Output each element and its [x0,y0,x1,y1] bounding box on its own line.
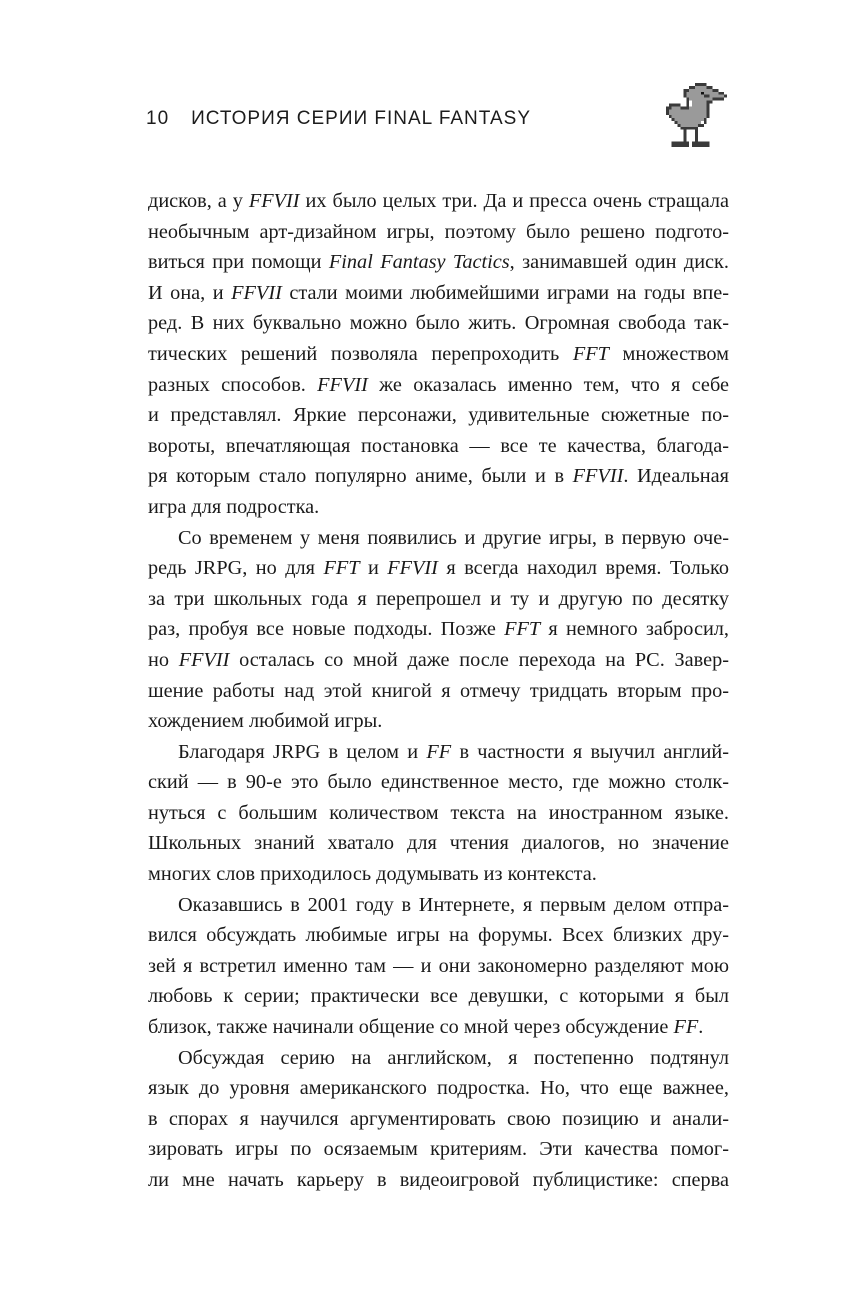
text-line [148,339,729,370]
chocobo-pixel-icon [662,83,728,153]
italic-title: FF [426,740,452,763]
text-segment: тических решений позволяла перепроходить [148,342,573,365]
text-segment: . Идеальная [623,465,729,488]
italic-title: FFVII [317,373,368,396]
text-segment: же оказалась именно тем, что я себе [367,373,729,396]
text-segment: необычным арт-дизайном игры, поэтому было решено подгото- [148,220,729,243]
text-segment: Школьных знаний хватало для чтения диалогов, но значение [148,832,729,855]
text-segment: разных способов. [148,373,318,396]
text-segment: зей я встретил именно там — и они закономерно разделяют мою [148,954,729,977]
italic-title: FFT [572,342,609,365]
text-line [148,1134,729,1165]
text-line [148,584,729,615]
text-line [148,1043,729,1074]
text-line [148,706,729,737]
text-segment: раз, пробуя все новые подходы. Позже [148,618,505,641]
text-line [148,859,729,890]
text-segment: я всегда находил время. Только [437,557,729,580]
text-line [148,737,729,768]
text-segment: ский — в 90-е это было единственное место, где можно столк- [148,771,729,794]
text-line [148,981,729,1012]
text-segment: Благодаря JRPG в целом и [178,740,427,763]
text-segment: близок, также начинали общение со мной через обсуждение [148,1016,674,1039]
text-line [148,523,729,554]
text-segment: за три школьных года я перепрошел и ту и другую по десятку [148,587,729,610]
text-line [148,247,729,278]
text-line [148,951,729,982]
text-line [148,278,729,309]
text-line [148,461,729,492]
text-line [148,553,729,584]
text-segment: вороты, впечатляющая постановка — все те качества, благода- [148,434,729,457]
text-segment: любовь к серии; практически все девушки, с которыми я был [148,985,729,1008]
book-title: ИСТОРИЯ СЕРИИ FINAL FANTASY [191,108,531,129]
text-line [148,890,729,921]
text-segment: редь JRPG, но для [148,557,324,580]
text-line [148,676,729,707]
text-segment: . [698,1016,704,1039]
page-number: 10 [146,108,170,129]
text-segment: язык до уровня американского подростка. Но, что еще важнее, [148,1077,729,1100]
italic-title: FFT [504,618,541,641]
text-segment: Со временем у меня появились и другие игры, в первую оче- [178,526,729,549]
text-segment: ря которым стало популярно аниме, были и в [148,465,573,488]
text-line [148,920,729,951]
running-header [146,108,531,130]
text-line [148,828,729,859]
text-segment: стали моими любимейшими играми на годы впе- [281,281,729,304]
text-line [148,1165,729,1196]
text-segment: множеством [608,342,729,365]
text-segment: ли мне начать карьеру в видеоигровой публицистике: сперва [148,1169,729,1191]
body-text [148,186,729,1196]
text-segment: их было целых три. Да и пресса очень стращала [299,190,729,212]
text-segment: я немного забросил, [540,618,729,641]
text-segment: в спорах я научился аргументировать свою позицию и анали- [148,1107,729,1130]
text-line [148,1104,729,1135]
text-line [148,1012,729,1043]
italic-title: FFVII [572,465,624,488]
text-segment: игра для подростка. [148,495,320,518]
text-segment: , занимавшей один диск. [509,251,729,274]
text-line [148,614,729,645]
italic-title: FFVII [248,190,300,212]
italic-title: FFT [323,557,360,580]
text-segment: дисков, а у [148,190,249,212]
text-segment: и [359,557,388,580]
text-segment: зировать игры по осязаемым критериям. Эти качества помог- [148,1138,729,1161]
text-line [148,492,729,523]
italic-title: Final Fantasy Tactics [328,251,510,274]
text-line [148,798,729,829]
text-segment: нуться с большим количеством текста на иностранном языке. [148,801,729,824]
text-line [148,767,729,798]
text-segment: вился обсуждать любимые игры на форумы. Всех близких дру- [148,924,729,947]
text-segment: но [148,648,179,671]
text-segment: осталась со мной даже после перехода на PC. Завер- [229,648,729,671]
italic-title: FFVII [231,281,282,304]
text-line [148,217,729,248]
text-line [148,370,729,401]
text-segment: шение работы над этой книгой я отмечу тридцать вторым про- [148,679,729,702]
text-segment: хождением любимой игры. [148,710,383,733]
text-segment: Обсуждая серию на английском, я постепенно подтянул [178,1046,729,1069]
text-line [148,431,729,462]
italic-title: FFVII [178,648,230,671]
text-line [148,186,729,217]
text-segment: и представлял. Яркие персонажи, удивительные сюжетные по- [148,404,729,427]
text-segment: в частности я выучил англий- [451,740,729,763]
italic-title: FF [673,1016,699,1039]
text-segment: многих слов приходилось додумывать из контекста. [148,863,597,886]
text-line [148,1073,729,1104]
text-segment: ред. В них буквально можно было жить. Огромная свобода так- [148,312,729,335]
text-line [148,645,729,676]
italic-title: FFVII [387,557,438,580]
text-segment: Оказавшись в 2001 году в Интернете, я первым делом отпра- [178,893,729,916]
text-line [148,400,729,431]
text-segment: виться при помощи [148,251,329,274]
text-line [148,308,729,339]
text-segment: И она, и [148,281,232,304]
